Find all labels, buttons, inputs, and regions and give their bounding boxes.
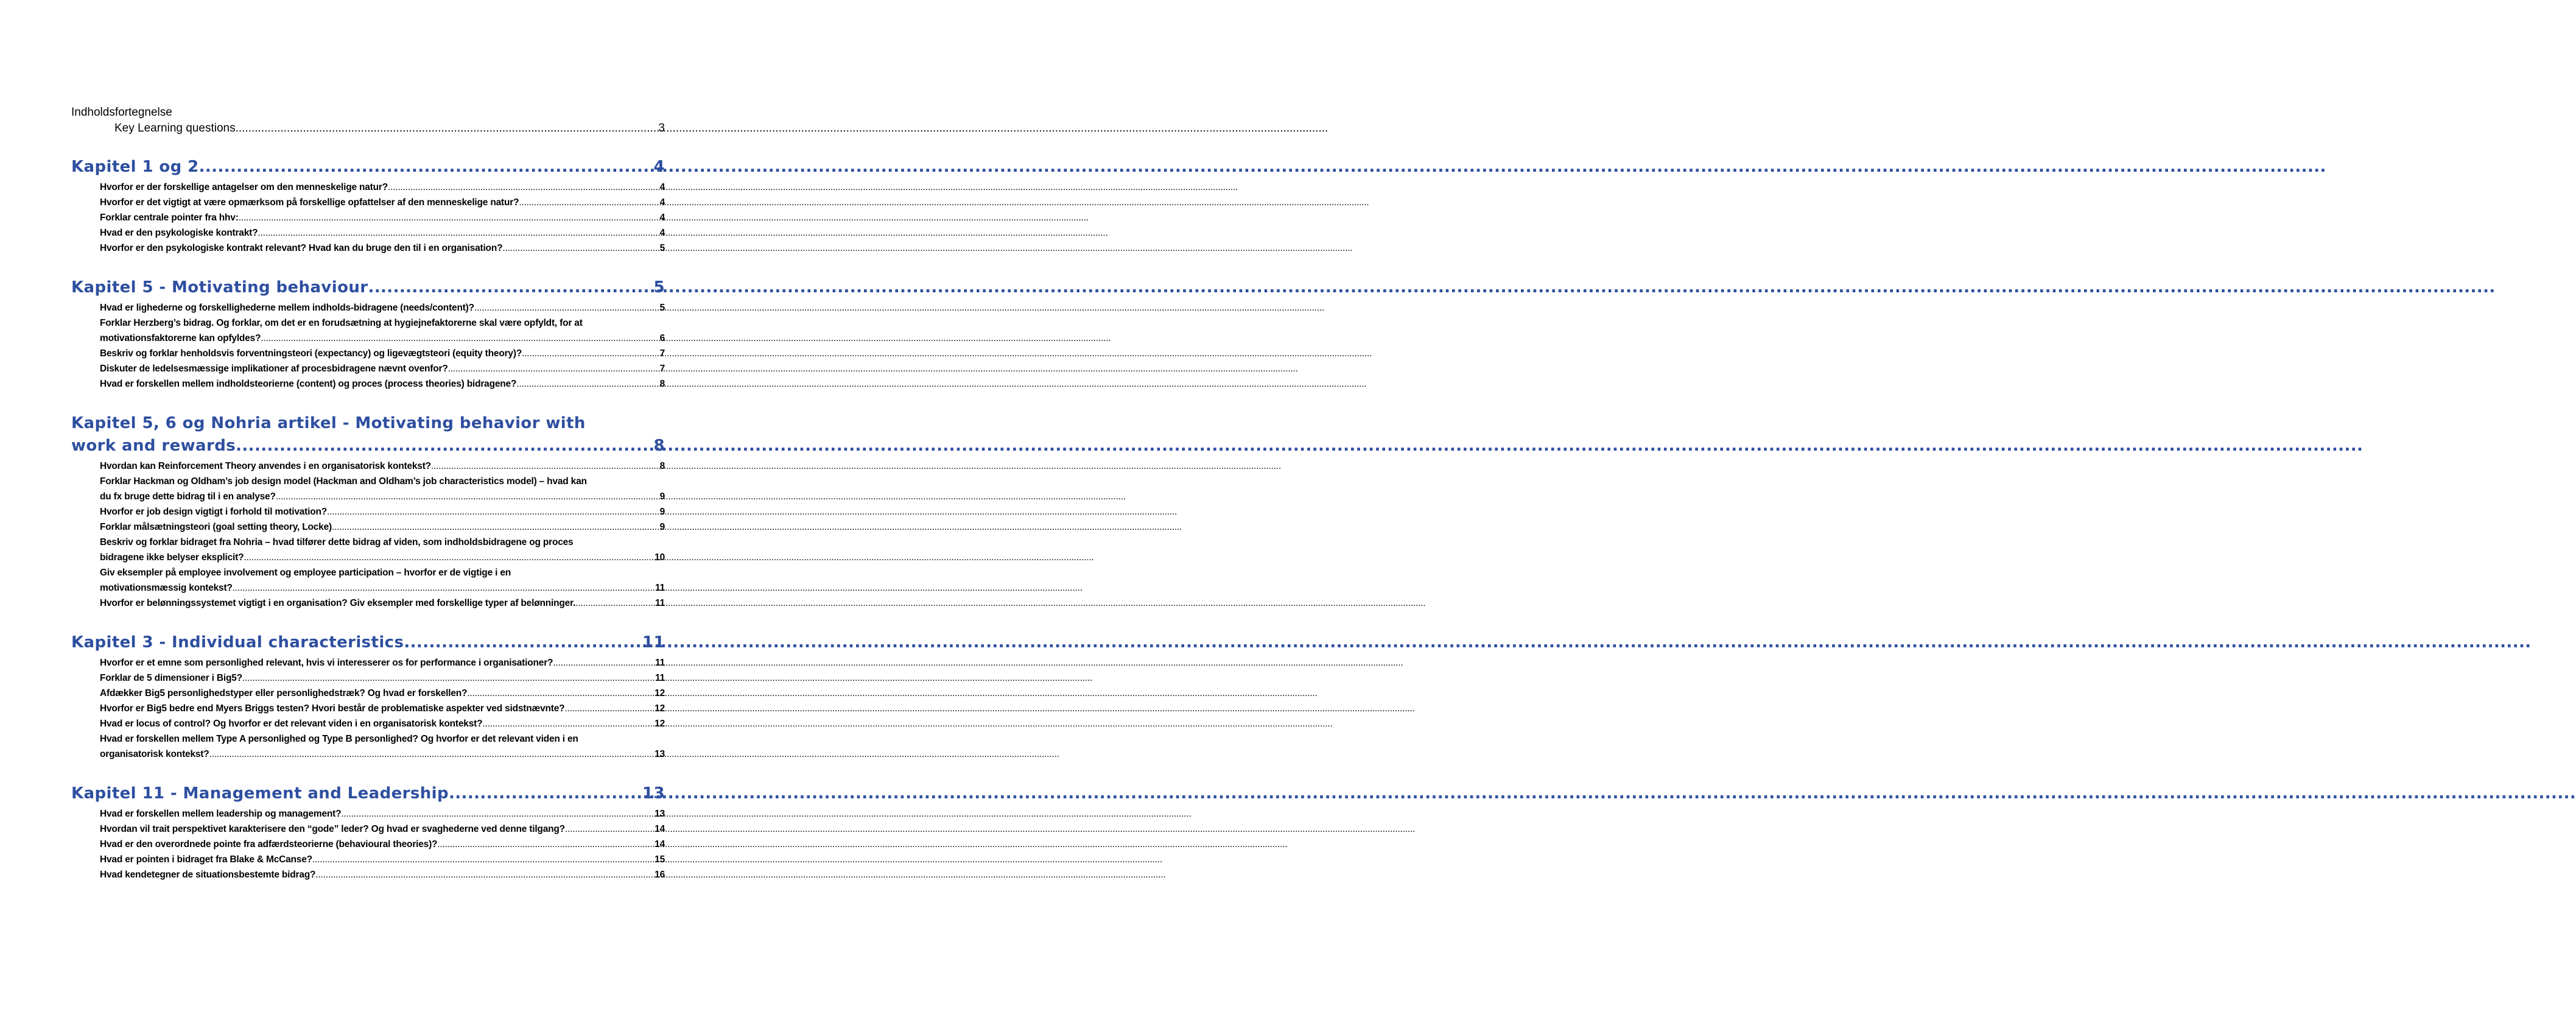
toc-question[interactable]: [100, 504, 665, 519]
question-page: 11: [655, 673, 665, 683]
toc-question[interactable]: [100, 519, 665, 535]
chapter-1-og-2: [71, 156, 665, 256]
dot-leader: [332, 519, 659, 535]
question-text: du fx bruge dette bidrag til i en analyse?: [100, 491, 276, 502]
chapter-page: 8: [653, 437, 665, 455]
question-page: 4: [659, 228, 665, 238]
toc-entry-key-learning[interactable]: [114, 121, 665, 136]
toc-question[interactable]: [100, 686, 665, 701]
dot-leader: [575, 596, 655, 611]
question-text-line1[interactable]: Hvad er forskellen mellem Type A personlighed og Type B personlighed? Og hvorfor er det relevant viden i en: [100, 734, 578, 744]
dot-leader: [431, 459, 659, 474]
toc-question[interactable]: [100, 180, 665, 195]
toc-question[interactable]: [100, 210, 665, 225]
question-page: 14: [655, 839, 665, 849]
question-page: 10: [655, 552, 665, 563]
question-text: organisatorisk kontekst?: [100, 749, 209, 759]
question-page: 4: [659, 197, 665, 208]
question-text: Diskuter de ledelsesmæssige implikationer af procesbidragene nævnt ovenfor?: [100, 364, 448, 374]
dot-leader: [341, 806, 654, 821]
question-page: 9: [659, 491, 665, 502]
question-text: Hvad er den overordnede pointe fra adfærdsteorierne (behavioural theories)?: [100, 839, 438, 849]
chapter-title: Kapitel 1 og 2: [71, 158, 199, 176]
dot-leader: [258, 225, 659, 241]
question-list: [71, 655, 665, 762]
question-text: Hvordan kan Reinforcement Theory anvendes i en organisatorisk kontekst?: [100, 461, 431, 471]
question-page: 6: [659, 333, 665, 343]
chapter-heading[interactable]: [71, 276, 665, 299]
question-text: Hvad kendetegner de situationsbestemte bidrag?: [100, 870, 316, 880]
question-text: motivationsmæssig kontekst?: [100, 583, 233, 593]
dot-leader: [242, 670, 655, 686]
question-page: 5: [659, 243, 665, 253]
chapter-page: 4: [653, 158, 665, 176]
toc-question[interactable]: [100, 459, 665, 474]
toc-question[interactable]: [100, 701, 665, 716]
question-list: [71, 300, 665, 392]
dot-leader: [315, 867, 654, 882]
toc-question[interactable]: [100, 376, 665, 392]
question-page: 11: [655, 583, 665, 593]
question-text: Hvad er den psykologiske kontrakt?: [100, 228, 258, 238]
toc-question[interactable]: [100, 331, 665, 346]
toc-question[interactable]: [100, 655, 665, 670]
toc-question[interactable]: [100, 225, 665, 241]
question-page: 7: [659, 364, 665, 374]
dot-leader: [502, 241, 659, 256]
toc-question[interactable]: [100, 195, 665, 210]
question-text: Hvorfor er Big5 bedre end Myers Briggs testen? Hvori består de problematiske aspekter ved sidstnævnte?: [100, 703, 565, 714]
question-page: 11: [655, 658, 665, 668]
dot-leader: [236, 435, 653, 457]
dot-leader: [522, 346, 659, 361]
dot-leader: [236, 121, 658, 136]
question-page: 16: [655, 870, 665, 880]
dot-leader: [482, 716, 654, 731]
question-text: Hvad er lighederne og forskellighederne mellem indholds-bidragene (needs/content)?: [100, 303, 474, 313]
dot-leader: [312, 852, 654, 867]
question-page: 8: [659, 461, 665, 471]
question-text: Hvorfor er det vigtigt at være opmærksom på forskellige opfattelser af den menneskelige natur?: [100, 197, 519, 208]
dot-leader: [565, 821, 654, 837]
question-page: 7: [659, 348, 665, 359]
question-text: Hvordan vil trait perspektivet karakterisere den “gode” leder? Og hvad er svaghederne ved denne tilgang?: [100, 824, 565, 834]
toc-question[interactable]: [100, 867, 665, 882]
question-page: 13: [655, 749, 665, 759]
question-page: 12: [655, 688, 665, 698]
toc-question[interactable]: [100, 747, 665, 762]
dot-leader: [448, 361, 659, 376]
toc-question[interactable]: [100, 670, 665, 686]
question-page: 4: [659, 182, 665, 192]
dot-leader: [261, 331, 659, 346]
chapter-title: Kapitel 11 - Management and Leadership: [71, 784, 449, 803]
toc-page: [71, 105, 665, 882]
question-text: Hvad er forskellen mellem indholdsteorierne (content) og proces (process theories) bidragene?: [100, 379, 517, 389]
question-text: Hvad er forskellen mellem leadership og management?: [100, 809, 342, 819]
question-text: Forklar målsætningsteori (goal setting theory, Locke): [100, 522, 332, 532]
question-list: [71, 180, 665, 256]
chapter-title: Kapitel 5 - Motivating behaviour: [71, 278, 368, 297]
dot-leader: [404, 631, 642, 654]
dot-leader: [388, 180, 659, 195]
dot-leader: [564, 701, 654, 716]
question-page: 8: [659, 379, 665, 389]
question-text: Hvorfor er et emne som personlighed relevant, hvis vi interesserer os for performance i organisationer?: [100, 658, 553, 668]
toc-question[interactable]: [100, 806, 665, 821]
question-text: Hvorfor er job design vigtigt i forhold til motivation?: [100, 507, 328, 517]
question-text: Hvorfor er belønningssystemet vigtigt i en organisation? Giv eksempler med forskellige typer af belønninger.: [100, 598, 576, 608]
toc-question[interactable]: [100, 361, 665, 376]
dot-leader: [553, 655, 655, 670]
question-list: [71, 459, 665, 611]
question-text-line1[interactable]: Forklar Herzberg’s bidrag. Og forklar, om det er en forudsætning at hygiejnefaktorerne skal være opfyldt, for at: [100, 318, 583, 328]
chapter-5-6-nohria: [71, 412, 665, 611]
chapter-page: 11: [642, 633, 665, 652]
toc-question[interactable]: [100, 241, 665, 256]
dot-leader: [437, 837, 654, 852]
toc-title: Indholdsfortegnelse: [71, 106, 172, 119]
toc-entry-page: 3: [658, 122, 665, 135]
dot-leader: [519, 195, 659, 210]
question-page: 9: [659, 522, 665, 532]
toc-question[interactable]: [100, 300, 665, 315]
question-text: Forklar centrale pointer fra hhv:: [100, 213, 239, 223]
dot-leader: [467, 686, 654, 701]
toc-entry-title: Key Learning questions: [114, 122, 236, 135]
dot-leader: [239, 210, 659, 225]
question-text: Hvorfor er der forskellige antagelser om den menneskelige natur?: [100, 182, 388, 192]
dot-leader: [449, 783, 642, 805]
toc-question[interactable]: [100, 580, 665, 596]
question-text: Hvad er pointen i bidraget fra Blake & McCanse?: [100, 854, 312, 865]
question-text: Beskriv og forklar henholdsvis forventningsteori (expectancy) og ligevægtsteori (equity theory)?: [100, 348, 522, 359]
chapter-page: 5: [653, 278, 665, 297]
question-page: 14: [655, 824, 665, 834]
chapter-title-line1[interactable]: Kapitel 5, 6 og Nohria artikel - Motivating behavior with: [71, 414, 586, 432]
dot-leader: [244, 550, 654, 565]
question-page: 11: [655, 598, 665, 608]
question-page: 4: [659, 213, 665, 223]
chapter-page: 13: [642, 784, 665, 803]
question-page: 13: [655, 809, 665, 819]
dot-leader: [474, 300, 659, 315]
toc-question[interactable]: [100, 489, 665, 504]
toc-question[interactable]: [100, 852, 665, 867]
chapter-5-motivating-behaviour: [71, 276, 665, 392]
question-text: Afdækker Big5 personlighedstyper eller personlighedstræk? Og hvad er forskellen?: [100, 688, 468, 698]
dot-leader: [233, 580, 655, 596]
dot-leader: [209, 747, 655, 762]
chapter-heading[interactable]: [71, 783, 665, 805]
dot-leader: [199, 156, 653, 178]
dot-leader: [327, 504, 659, 519]
question-page: 12: [655, 703, 665, 714]
question-page: 9: [659, 507, 665, 517]
toc-question[interactable]: [100, 821, 665, 837]
question-text-line1[interactable]: Giv eksempler på employee involvement og employee participation – hvorfor er de vigtige i en: [100, 568, 511, 578]
chapter-3-individual-characteristics: [71, 631, 665, 762]
toc-question[interactable]: [100, 716, 665, 731]
question-page: 15: [655, 854, 665, 865]
toc-question[interactable]: [100, 596, 665, 611]
dot-leader: [516, 376, 659, 392]
dot-leader: [276, 489, 659, 504]
question-page: 12: [655, 719, 665, 729]
question-text: bidragene ikke belyser eksplicit?: [100, 552, 244, 563]
chapter-heading[interactable]: [71, 435, 665, 457]
chapter-11-management-leadership: [71, 783, 665, 882]
chapter-title: work and rewards: [71, 437, 236, 455]
chapter-heading[interactable]: [71, 631, 665, 654]
dot-leader: [368, 276, 653, 299]
toc-question[interactable]: [100, 837, 665, 852]
question-text: motivationsfaktorerne kan opfyldes?: [100, 333, 261, 343]
toc-question[interactable]: [100, 346, 665, 361]
toc-question[interactable]: [100, 550, 665, 565]
question-text: Hvorfor er den psykologiske kontrakt relevant? Hvad kan du bruge den til i en organisation?: [100, 243, 503, 253]
chapter-heading[interactable]: [71, 156, 665, 178]
question-text: Forklar de 5 dimensioner i Big5?: [100, 673, 242, 683]
question-text-line1[interactable]: Beskriv og forklar bidraget fra Nohria – hvad tilfører dette bidrag af viden, som indholdsbidragene og proces: [100, 537, 574, 547]
question-list: [71, 806, 665, 882]
chapter-title: Kapitel 3 - Individual characteristics: [71, 633, 404, 652]
question-text: Hvad er locus of control? Og hvorfor er det relevant viden i en organisatorisk kontekst?: [100, 719, 483, 729]
question-page: 5: [659, 303, 665, 313]
question-text-line1[interactable]: Forklar Hackman og Oldham’s job design model (Hackman and Oldham’s job characteristics model) – hvad kan: [100, 476, 587, 487]
